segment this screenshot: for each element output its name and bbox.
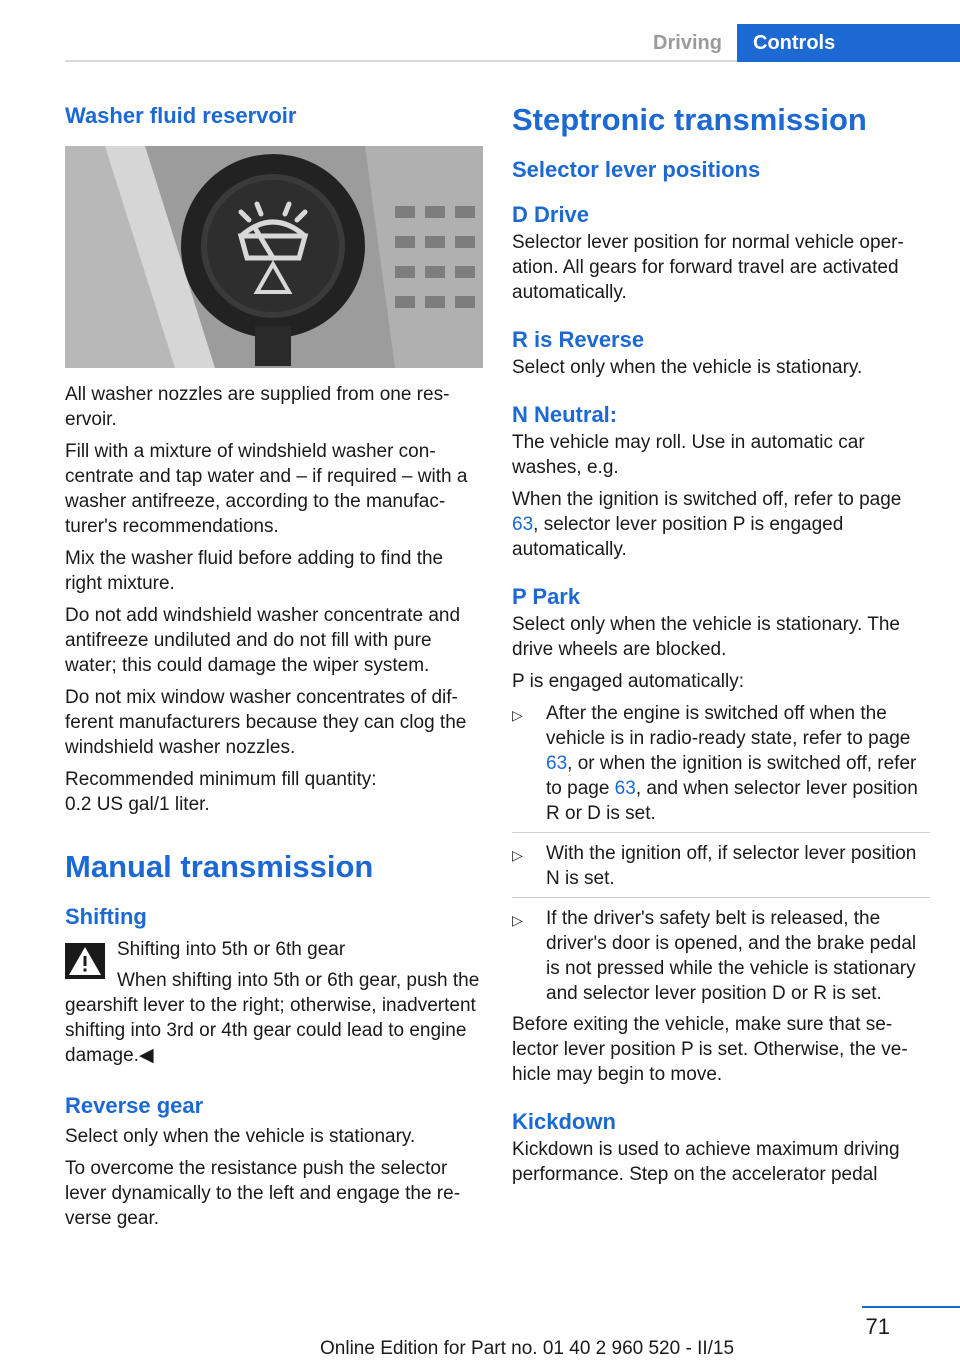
- washer-p2: Fill with a mixture of windshield washer concentrate and tap water and – if required – with a washer antifreeze, according to the manufacturer's recommendations.: [65, 441, 468, 537]
- manual-transmission-heading: Manual transmission: [65, 849, 374, 884]
- page-63-link[interactable]: 63: [546, 753, 568, 774]
- right-column: [512, 100, 930, 1194]
- washer-fluid-heading: Washer fluid reservoir: [65, 103, 297, 128]
- bullet2-text: With the ignition off, if selector lever position N is set.: [546, 843, 917, 889]
- bullet-triangle-icon: ▷: [512, 847, 523, 863]
- park-heading: P Park: [512, 584, 581, 609]
- edition-footer: Online Edition for Part no. 01 40 2 960 520 - II/15: [320, 1338, 735, 1359]
- bullet-triangle-icon: ▷: [512, 912, 523, 928]
- tab-controls[interactable]: Controls: [737, 24, 960, 62]
- kickdown-text: Kickdown is used to achieve maximum driving performance. Step on the accelerator pedal: [512, 1139, 900, 1185]
- fill-quantity-value: 0.2 US gal/1 liter.: [65, 794, 210, 815]
- drive-text: Selector lever position for normal vehicle operation. All gears for forward travel are activated automatically.: [512, 232, 904, 303]
- washer-reservoir-cap-photo: [65, 146, 483, 368]
- selector-positions-heading: Selector lever positions: [512, 157, 761, 182]
- park-text2: P is engaged automatically:: [512, 671, 745, 692]
- list-item: [512, 701, 930, 826]
- washer-p6: [65, 767, 483, 817]
- left-column: [65, 100, 483, 1238]
- warning-line1: Shifting into 5th or 6th gear: [117, 939, 346, 960]
- washer-p1: All washer nozzles are supplied from one reservoir.: [65, 384, 450, 430]
- bullet3-text: If the driver's safety belt is released, the driver's door is opened, and the brake pedal is not pressed while the vehicle is stationary and selector lever position D or R is set.: [546, 908, 917, 1004]
- page-63-link[interactable]: 63: [512, 514, 534, 535]
- kickdown-heading: Kickdown: [512, 1109, 616, 1134]
- neutral-text2: [512, 487, 930, 562]
- bullet-divider: [512, 897, 930, 898]
- neutral-text2-part1: When the ignition is switched off, refer to page: [512, 489, 902, 510]
- shifting-heading: Shifting: [65, 904, 147, 929]
- bullet1-part2: , or when the ignition is switched off, refer to page: [546, 753, 917, 799]
- park-text1: Select only when the vehicle is stationary. The drive wheels are blocked.: [512, 614, 900, 660]
- reverse-text: Select only when the vehicle is stationary.: [512, 357, 863, 378]
- neutral-text2-part2: , selector lever position P is engaged automatically.: [512, 514, 844, 560]
- list-item: [512, 906, 930, 1006]
- warning-line2: When shifting into 5th or 6th gear, push the gearshift lever to the right; otherwise, inadvertent shifting into 3rd or 4th gear could lead to engine damage.◀: [65, 970, 480, 1066]
- tab-driving[interactable]: Driving: [653, 32, 722, 54]
- bullet1-part1: After the engine is switched off when the vehicle is in radio-ready state, refer to page: [546, 703, 911, 749]
- washer-p3: Mix the washer fluid before adding to find the right mixture.: [65, 548, 444, 594]
- warning-triangle-icon: [65, 943, 105, 979]
- footer-rule: [862, 1306, 960, 1308]
- washer-p4: Do not add windshield washer concentrate and antifreeze undiluted and do not fill with pure water; this could damage the wiper system.: [65, 605, 461, 676]
- bullet1-part3: , and when selector lever position R or D is set.: [546, 778, 918, 824]
- bullet-divider: [512, 832, 930, 833]
- warning-block: [65, 937, 483, 1068]
- drive-heading: D Drive: [512, 202, 590, 227]
- reverse-p1: Select only when the vehicle is stationary.: [65, 1126, 416, 1147]
- page-number: 71: [865, 1314, 890, 1339]
- reverse-heading: R is Reverse: [512, 327, 645, 352]
- page-63-link[interactable]: 63: [614, 778, 636, 799]
- steptronic-heading: Steptronic transmission: [512, 102, 867, 137]
- bullet-triangle-icon: ▷: [512, 707, 523, 723]
- neutral-heading: N Neutral:: [512, 402, 618, 427]
- list-item: [512, 841, 930, 891]
- washer-p5: Do not mix window washer concentrates of different manufacturers because they can clog the windshield washer nozzles.: [65, 687, 467, 758]
- reverse-gear-heading: Reverse gear: [65, 1093, 204, 1118]
- before-exit-text: Before exiting the vehicle, make sure that selector lever position P is set. Otherwise, the vehicle may begin to move.: [512, 1014, 908, 1085]
- neutral-text1: The vehicle may roll. Use in automatic car washes, e.g.: [512, 432, 865, 478]
- reverse-p2: To overcome the resistance push the selector lever dynamically to the left and engage the reverse gear.: [65, 1158, 461, 1229]
- fill-quantity-label: Recommended minimum fill quantity:: [65, 769, 377, 790]
